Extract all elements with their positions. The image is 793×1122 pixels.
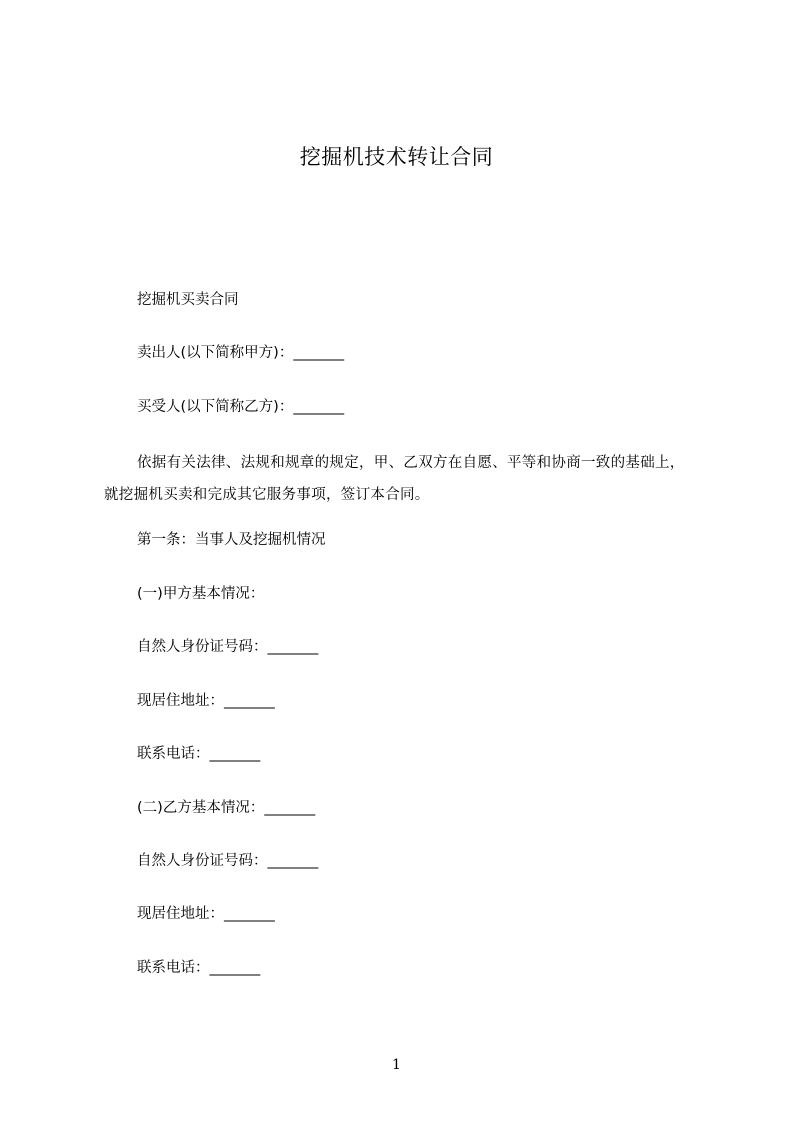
party-b-heading: (二)乙方基本情况：_______ bbox=[137, 800, 316, 816]
party-a-phone-line: 联系电话：_______ bbox=[137, 746, 261, 762]
contract-subtitle: 挖掘机买卖合同 bbox=[137, 292, 239, 308]
article-one-heading: 第一条：当事人及挖掘机情况 bbox=[137, 532, 326, 548]
seller-line: 卖出人(以下简称甲方)：_______ bbox=[137, 345, 345, 361]
party-b-address-line: 现居住地址：_______ bbox=[137, 906, 275, 922]
preamble-paragraph: 依据有关法律、法规和规章的规定，甲、乙双方在自愿、平等和协商一致的基础上，就挖掘机买卖和完成其它服务事项，签订本合同。 bbox=[104, 455, 685, 503]
party-a-heading: (一)甲方基本情况： bbox=[137, 586, 265, 602]
document-title: 挖掘机技术转让合同 bbox=[299, 145, 494, 169]
party-b-phone-line: 联系电话：_______ bbox=[137, 960, 261, 976]
buyer-line: 买受人(以下简称乙方)：_______ bbox=[137, 399, 345, 415]
page-number: 1 bbox=[392, 1057, 401, 1073]
party-a-address-line: 现居住地址：_______ bbox=[137, 693, 275, 709]
party-a-id-line: 自然人身份证号码：_______ bbox=[137, 639, 319, 655]
party-b-id-line: 自然人身份证号码：_______ bbox=[137, 853, 319, 869]
